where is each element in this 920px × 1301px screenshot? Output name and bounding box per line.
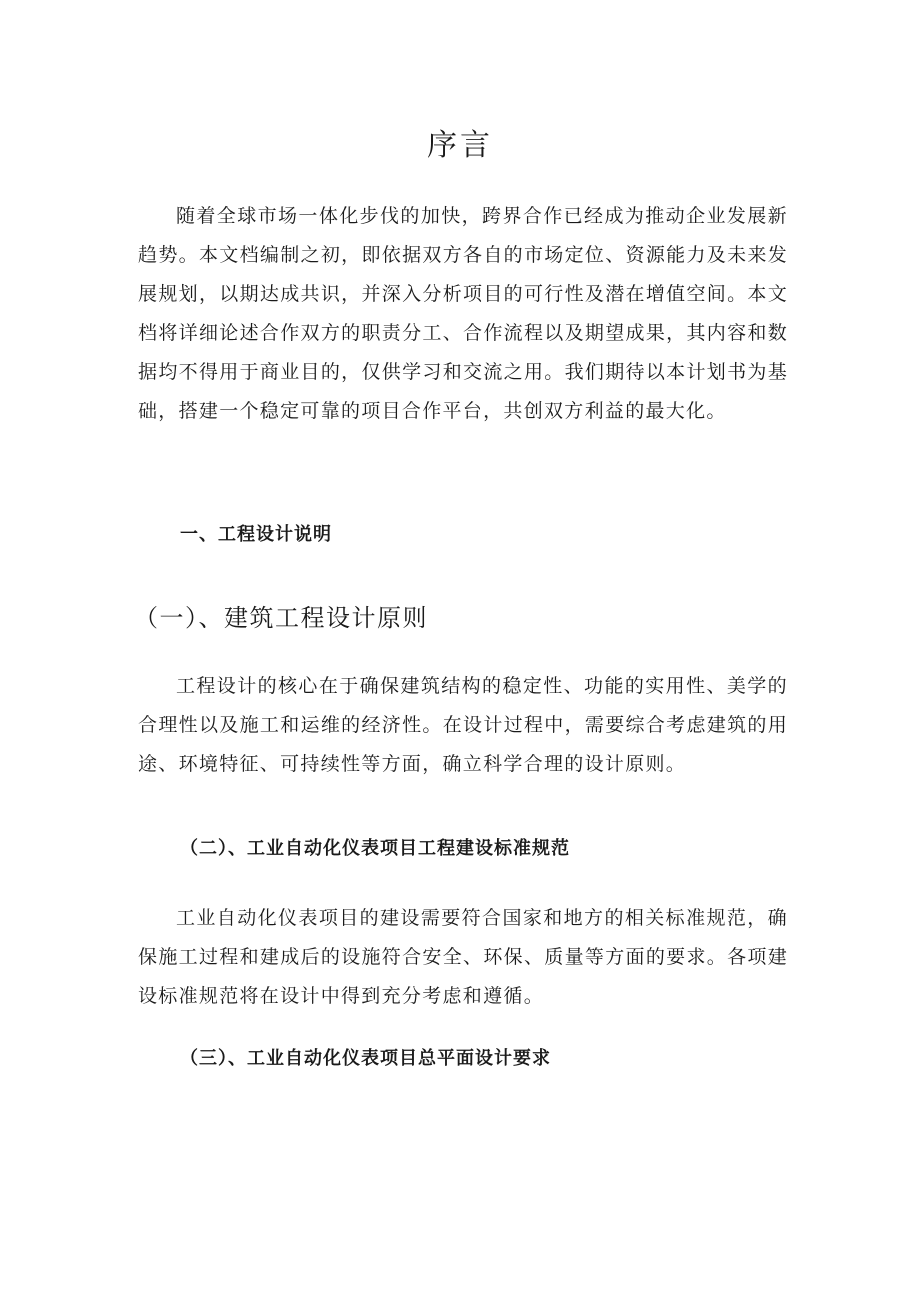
construction-standards-paragraph: 工业自动化仪表项目的建设需要符合国家和地方的相关标准规范，确保施工过程和建成后的设施符合安全、环保、质量等方面的要求。各项建设标准规范将在设计中得到充分考虑和遵循。 [138,907,788,1007]
preface-paragraph: 随着全球市场一体化步伐的加快，跨界合作已经成为推动企业发展新趋势。本文档编制之初，即依据双方各自的市场定位、资源能力及未来发展规划，以期达成共识，并深入分析项目的可行性及潜在增值空间。本文档将详细论述合作双方的职责分工、合作流程以及期望成果，其内容和数据均不得用于商业目的，仅供学习和交流之用。我们期待以本计划书为基础，搭建一个稳定可靠的项目合作平台，共创双方利益的最大化。 [138,205,788,422]
subsection-heading-site-plan: （三）、工业自动化仪表项目总平面设计要求 [180,1048,551,1069]
subsection-heading-construction-standards: （二）、工业自动化仪表项目工程建设标准规范 [180,838,570,859]
page-title: 序言 [427,128,493,163]
subsection-heading-design-principles: （一）、建筑工程设计原则 [134,604,428,632]
design-principles-paragraph: 工程设计的核心在于确保建筑结构的稳定性、功能的实用性、美学的合理性以及施工和运维的经济性。在设计过程中，需要综合考虑建筑的用途、环境特征、可持续性等方面，确立科学合理的设计原则。 [138,675,788,775]
section-heading-engineering-design: 一、工程设计说明 [180,524,332,545]
